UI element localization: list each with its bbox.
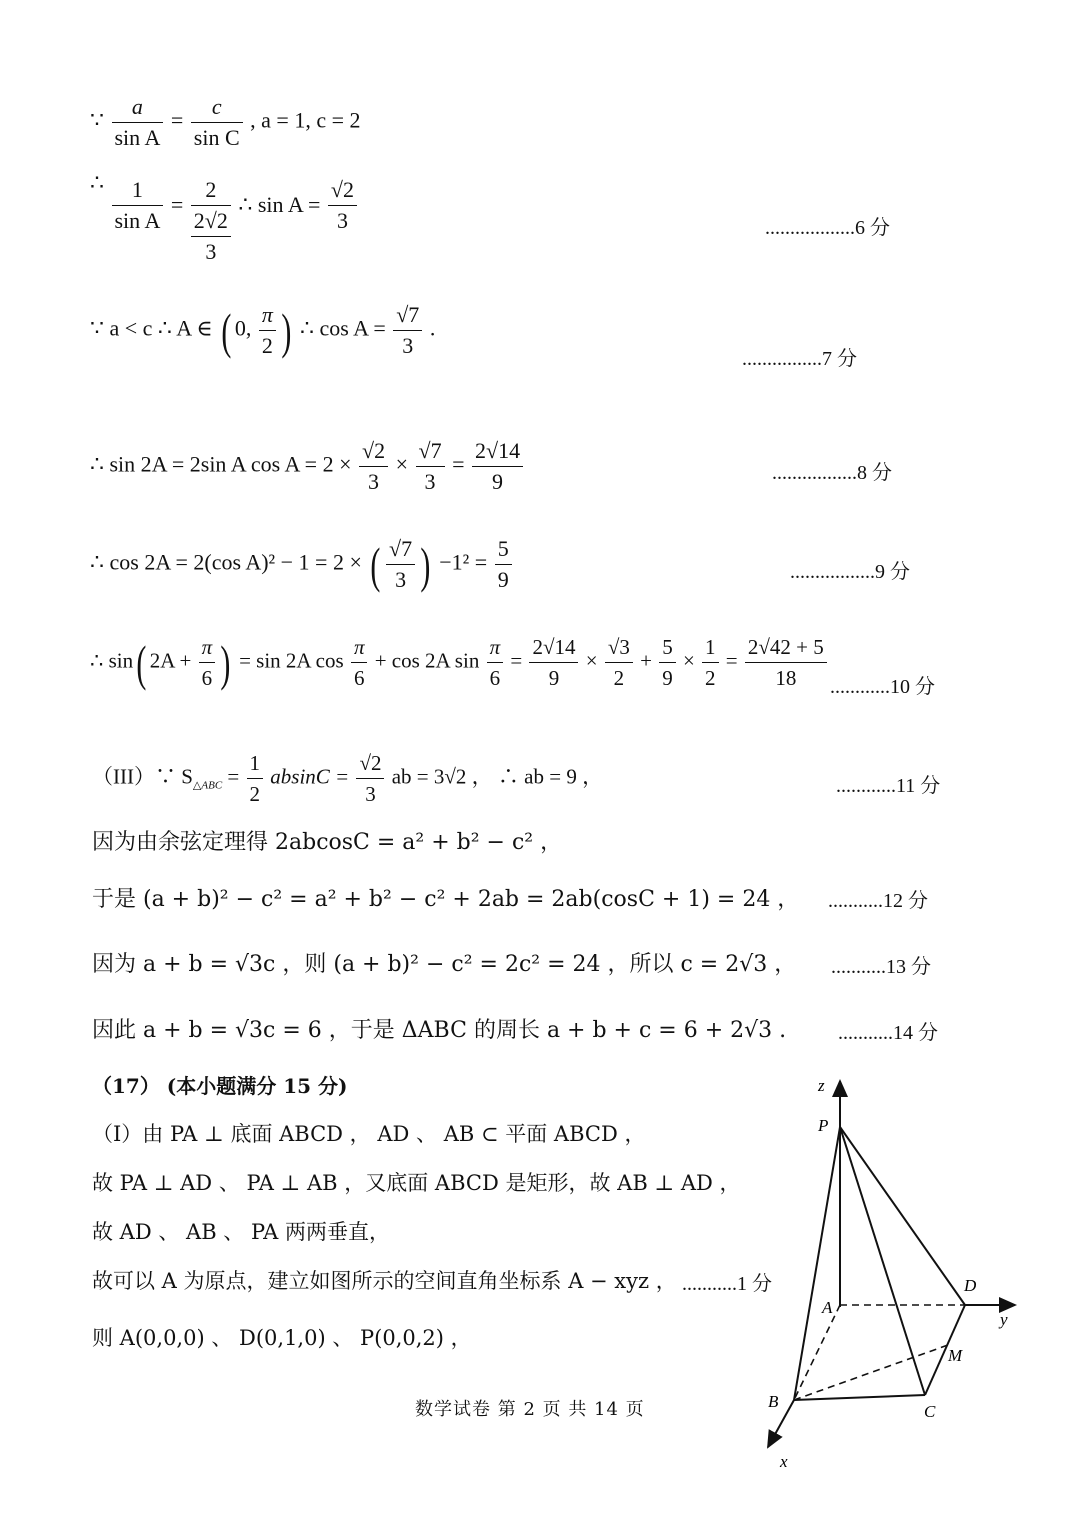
line-6: ∴ sin( 2A + $\frac{\pi}{6}$ ) = sin 2A cos $\frac{\pi}{6}$ + cos 2A sin $\frac{\pi}{6}$ = $\frac{2√14}{9}$ × $\frac{√3}{2}$ + $\frac{5}{9}$ × $\frac{1}{2}$ = $\frac{2√42 + 5}{18}$ (90, 632, 829, 693)
fraction: $\frac{√2}{3}$ (328, 175, 357, 236)
score-6: ..................6 分 (765, 217, 890, 239)
fraction: $\frac{2√42 + 5}{18}$ (745, 632, 827, 693)
edge-BC (794, 1395, 925, 1400)
fraction: $\frac{√7}{3}$ (393, 300, 422, 361)
label-D: D (964, 1276, 977, 1295)
score-7: ................7 分 (742, 348, 857, 370)
page-footer: 数学试卷 第 2 页 共 14 页 (415, 1399, 645, 1420)
line-1: ∵ $\frac{a}{\text{sin A}}$ = $\frac{c}{\text{sin C}}$ , a = 1, c = 2 (90, 92, 360, 153)
part3-line-e: 因此 a + b = √3c = 6 ，于是 ΔABC 的周长 a + b + c = 6 + 2√3 . (92, 1018, 787, 1043)
line-4: ∴ sin 2A = 2sin A cos A = 2 × $\frac{√2}{3}$ × $\frac{√7}{3}$ = $\frac{2√14}{9}$ (90, 436, 525, 497)
q17-line-2: 故 PA ⊥ AD 、 PA ⊥ AB ，又底面 ABCD 是矩形，故 AB ⊥ AD ， (92, 1171, 741, 1195)
score-11: ............11 分 (836, 775, 941, 797)
part3-line-a: （III）∵ $S_{\triangle ABC}$ = $\frac{1}{2}$ absinC = $\frac{√2}{3}$ ab = 3√2 ， ∴ ab = 9 ， (92, 748, 603, 809)
score-10: ............10 分 (830, 676, 935, 698)
fraction: $\frac{\pi}{2}$ (259, 300, 276, 361)
score-13: ...........13 分 (831, 956, 931, 978)
fraction: $\frac{\pi}{6}$ (351, 632, 368, 693)
label-P: P (818, 1116, 829, 1135)
compound-fraction: 2 2√2 3 (191, 175, 231, 267)
fraction: $\frac{2√14}{9}$ (472, 436, 523, 497)
part3-line-c: 于是 (a + b)² − c² = a² + b² − c² + 2ab = 2ab(cosC + 1) = 24 ， (92, 887, 800, 912)
q17-line-5: 则 A(0,0,0) 、 D(0,1,0) 、 P(0,0,2) ， (92, 1326, 472, 1350)
label-y: y (1000, 1310, 1008, 1329)
fraction: $\frac{5}{9}$ (659, 632, 676, 693)
score-8: .................8 分 (772, 462, 892, 484)
fraction: $\frac{5}{9}$ (495, 534, 512, 595)
q17-line-1: （I）由 PA ⊥ 底面 ABCD ， AD 、 AB ⊂ 平面 ABCD ， (92, 1122, 646, 1146)
label-x: x (780, 1452, 788, 1471)
fraction: $\frac{\pi}{6}$ (199, 632, 216, 693)
pyramid-figure (760, 1075, 1020, 1475)
fraction: $\frac{√2}{3}$ (359, 436, 388, 497)
label-z: z (818, 1076, 825, 1095)
q17-line-4: 故可以 A 为原点，建立如图所示的空间直角坐标系 A − xyz ， (92, 1269, 677, 1293)
fraction: $\frac{√2}{3}$ (356, 748, 384, 809)
question-17-header: （17） (本小题满分 15 分) (92, 1074, 348, 1098)
fraction: $\frac{√3}{2}$ (605, 632, 633, 693)
score-9: .................9 分 (790, 561, 910, 583)
line-3: ∵ a < c ∴ A ∈ ( 0, $\frac{\pi}{2}$ ) ∴ cos A = $\frac{√7}{3}$ . (90, 300, 435, 361)
score-14: ...........14 分 (838, 1022, 938, 1044)
edge-PC (840, 1127, 925, 1395)
fraction: $\frac{2√14}{9}$ (529, 632, 578, 693)
given-values: , a = 1, c = 2 (250, 107, 361, 133)
part3-line-d: 因为 a + b = √3c ，则 (a + b)² − c² = 2c² = 24 ，所以 c = 2√3 ， (92, 952, 797, 977)
label-B: B (768, 1392, 779, 1411)
fraction: $\frac{1}{2}$ (702, 632, 719, 693)
part3-line-b: 因为由余弦定理得 2abcosC = a² + b² − c² ， (92, 830, 563, 855)
fraction: $\frac{1}{\text{sin A}}$ (112, 175, 164, 236)
fraction: $\frac{√7}{3}$ (386, 534, 415, 595)
line-5: ∴ cos 2A = 2(cos A)² − 1 = 2 × ( $\frac{√7}{3}$ ) −1² = $\frac{5}{9}$ (90, 534, 514, 595)
label-A: A (822, 1298, 833, 1317)
label-M: M (948, 1346, 963, 1365)
fraction: $\frac{1}{2}$ (247, 748, 264, 809)
because-symbol: ∵ (90, 107, 104, 133)
fraction: $\frac{c}{\text{sin C}}$ (191, 92, 243, 153)
edge-PD (840, 1127, 965, 1305)
q17-line-3: 故 AD 、 AB 、 PA 两两垂直， (92, 1220, 391, 1244)
fraction: $\frac{\pi}{6}$ (487, 632, 504, 693)
fraction: $\frac{√7}{3}$ (416, 436, 445, 497)
score-12: ...........12 分 (828, 890, 928, 912)
fraction: $\frac{a}{\text{sin A}}$ (112, 92, 164, 153)
score-q17-1: ...........1 分 (682, 1273, 772, 1295)
edge-PB (794, 1127, 840, 1400)
line-2: ∴ $\frac{1}{\text{sin A}}$ = 2 2√2 3 ∴ sin A = $\frac{√2}{3}$ (90, 170, 359, 267)
label-C: C (924, 1402, 936, 1421)
